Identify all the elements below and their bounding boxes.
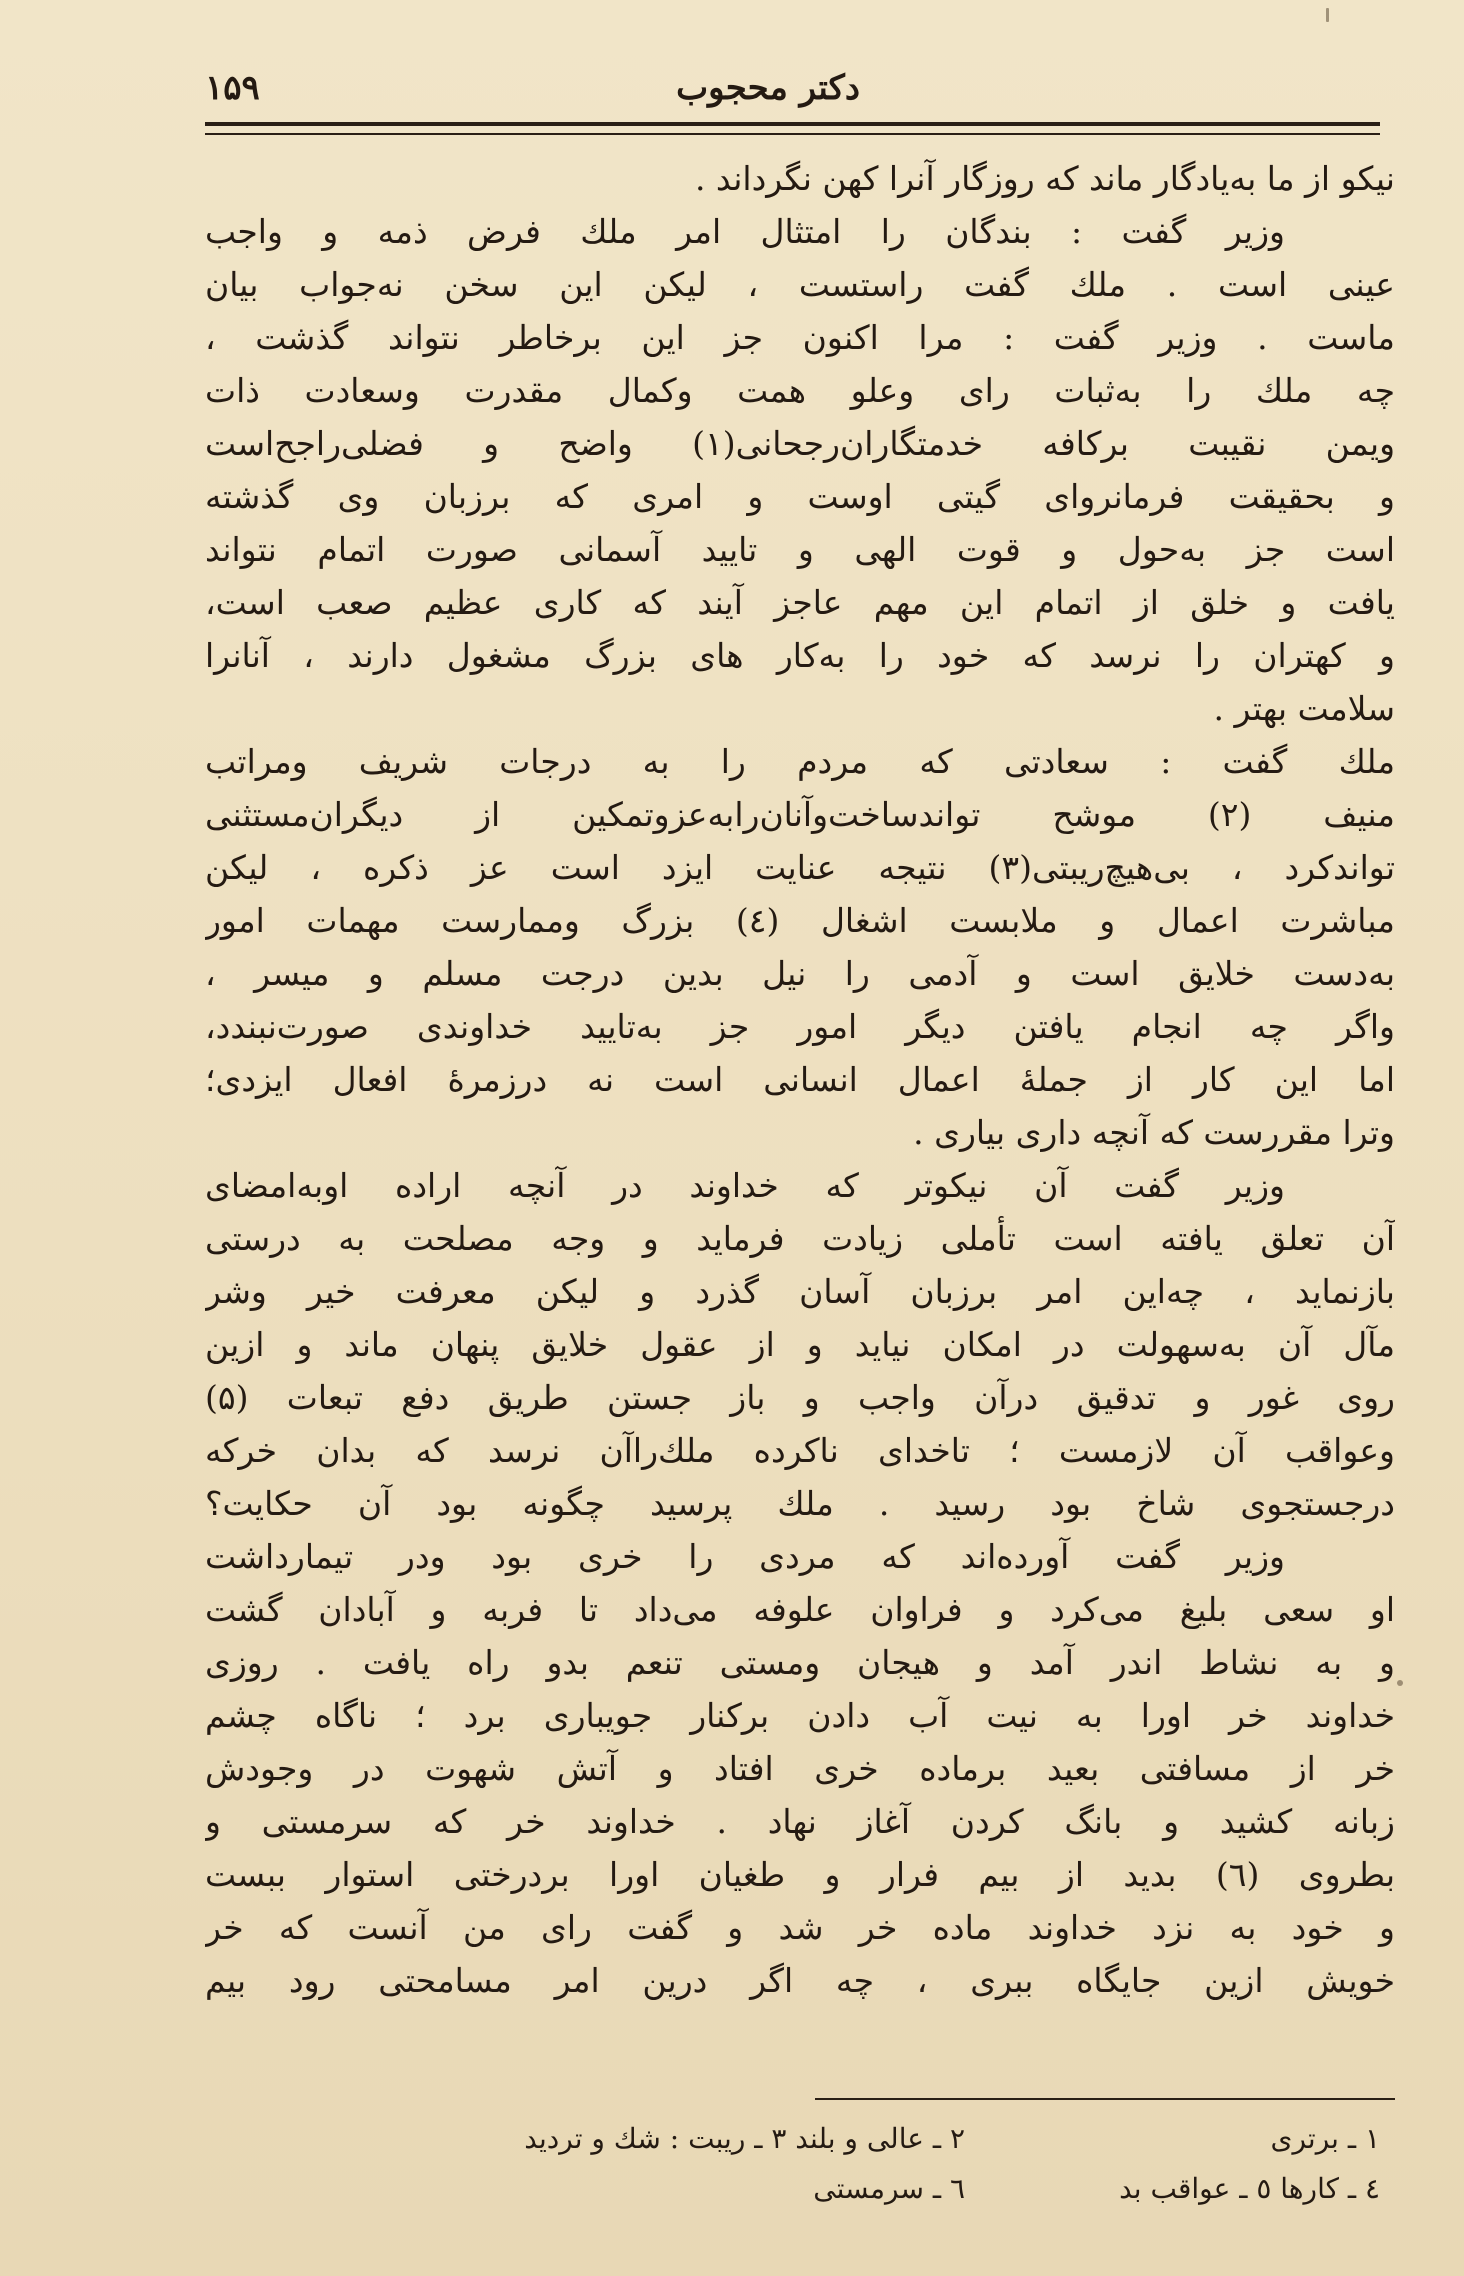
header-rule-thick bbox=[205, 122, 1380, 126]
footnote-6: ٦ ـ سرمستی bbox=[813, 2172, 965, 2205]
text-line: و کهتران را نرسد که خود را به‌کار های بزرگ مشغول دارند ، آنانرا bbox=[205, 636, 1395, 675]
ink-speck bbox=[1326, 8, 1329, 22]
header-rule-thin bbox=[205, 133, 1380, 135]
text-line: است جز به‌حول و قوت الهی و تایید آسمانی صورت اتمام نتواند bbox=[205, 530, 1395, 569]
footnote-rule bbox=[815, 2098, 1395, 2100]
footnote-4-5: ٤ ـ کارها ٥ ـ عواقب بد bbox=[1119, 2172, 1380, 2205]
page-number: ۱۵۹ bbox=[205, 68, 260, 108]
text-line: آن تعلق یافته است تأملی زیادت فرماید و وجه مصلحت به درستی bbox=[205, 1219, 1395, 1258]
text-line: زبانه کشید و بانگ کردن آغاز نهاد . خداوند خر که سرمستی و bbox=[205, 1802, 1395, 1841]
footnotes bbox=[205, 2122, 1395, 2232]
text-line: خر از مسافتی بعید برماده خری افتاد و آتش شهوت در وجودش bbox=[205, 1749, 1395, 1788]
text-line: واگر چه انجام یافتن دیگر امور جز به‌تایید خداوندی صورت‌نبندد، bbox=[205, 1007, 1395, 1046]
text-line: به‌دست خلایق است و آدمی را نیل بدین درجت مسلم و میسر ، bbox=[205, 954, 1395, 993]
text-line: ماست . وزیر گفت : مرا اکنون جز این برخاطر نتواند گذشت ، bbox=[205, 318, 1395, 357]
text-line: و بحقیقت فرمانروای گیتی اوست و امری که برزبان وی گذشته bbox=[205, 477, 1395, 516]
text-line: بازنماید ، چه‌این امر برزبان آسان گذرد و لیکن معرفت خیر وشر bbox=[205, 1272, 1395, 1311]
text-line: درجستجوی شاخ بود رسید . ملك پرسید چگونه بود آن حکایت؟ bbox=[205, 1484, 1395, 1523]
text-line: تواندکرد ، بی‌هیچ‌ریبتی(۳) نتیجه عنایت ایزد است عز ذکره ، لیکن bbox=[205, 848, 1395, 887]
page-title: دکتر محجوب bbox=[676, 68, 860, 108]
text-line: منیف (۲) موشح تواندساخت‌وآنان‌رابه‌عزوتمکین از دیگران‌مستثنی bbox=[205, 795, 1395, 834]
text-line: وترا مقررست که آنچه داری بیاری . bbox=[913, 1113, 1395, 1152]
text-line: نیکو از ما به‌یادگار ماند که روزگار آنرا کهن نگرداند . bbox=[694, 159, 1395, 198]
text-line: و خود به نزد خداوند ماده خر شد و گفت رای من آنست که خر bbox=[205, 1908, 1395, 1947]
text-line: ویمن نقیبت برکافه خدمتگاران‌رجحانی(۱) واضح و فضلی‌راجح‌است bbox=[205, 424, 1395, 463]
text-line: وزیر گفت : بندگان را امتثال امر ملك فرض ذمه و واجب bbox=[205, 212, 1285, 251]
text-line: یافت و خلق از اتمام این مهم عاجز آیند که کاری عظیم صعب است، bbox=[205, 583, 1395, 622]
body-text bbox=[205, 152, 1395, 2007]
text-line: اما این کار از جملهٔ اعمال انسانی است نه درزمرهٔ افعال ایزدی؛ bbox=[205, 1060, 1395, 1099]
text-line: چه ملك را به‌ثبات رای وعلو همت وکمال مقدرت وسعادت ذات bbox=[205, 371, 1395, 410]
text-line: مباشرت اعمال و ملابست اشغال (٤) بزرگ وممارست مهمات امور bbox=[205, 901, 1395, 940]
text-line: سلامت بهتر . bbox=[1213, 689, 1395, 728]
text-line: وعواقب آن لازمست ؛ تاخدای ناکرده ملك‌راآن نرسد که بدان خرکه bbox=[205, 1431, 1395, 1470]
text-line: او سعی بلیغ می‌کرد و فراوان علوفه می‌داد تا فربه و آبادان گشت bbox=[205, 1590, 1395, 1629]
text-line: عینی است . ملك گفت راستست ، لیکن این سخن نه‌جواب بیان bbox=[205, 265, 1395, 304]
text-line: وزیر گفت آن نیکوتر که خداوند در آنچه اراده اوبه‌امضای bbox=[205, 1166, 1285, 1205]
text-line: ملك گفت : سعادتی که مردم را به درجات شریف ومراتب bbox=[205, 742, 1395, 781]
text-line: مآل آن به‌سهولت در امکان نیاید و از عقول خلایق پنهان ماند و ازین bbox=[205, 1325, 1395, 1364]
footnote-1: ۱ ـ برتری bbox=[1270, 2122, 1380, 2155]
footnote-2-3: ۲ ـ عالی و بلند ۳ ـ ریبت : شك و تردید bbox=[524, 2122, 965, 2155]
ink-speck bbox=[1397, 1680, 1403, 1686]
page-header bbox=[205, 62, 1380, 122]
text-line: و به نشاط اندر آمد و هیجان ومستی تنعم بدو راه یافت . روزی bbox=[205, 1643, 1395, 1682]
text-line: روی غور و تدقیق درآن واجب و باز جستن طریق دفع تبعات (۵) bbox=[205, 1378, 1395, 1417]
text-line: خداوند خر اورا به نیت آب دادن برکنار جویباری برد ؛ ناگاه چشم bbox=[205, 1696, 1395, 1735]
text-line: بطروی (٦) بدید از بیم فرار و طغیان اورا بردرختی استوار ببست bbox=[205, 1855, 1395, 1894]
text-line: خویش ازین جایگاه ببری ، چه اگر درین امر مسامحتی رود بیم bbox=[205, 1961, 1395, 2000]
text-line: وزیر گفت آورده‌اند که مردی را خری بود ودر تیمارداشت bbox=[205, 1537, 1285, 1576]
